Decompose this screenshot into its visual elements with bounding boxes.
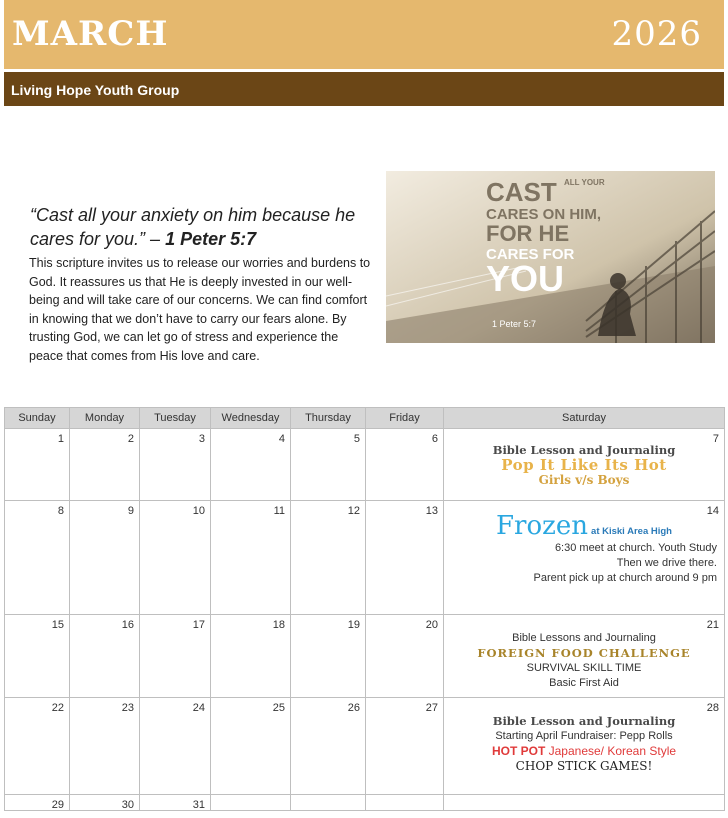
event-theme: Pop It Like Its Hot [501, 456, 667, 474]
day-cell [211, 795, 291, 811]
month-title: MARCH [12, 14, 169, 54]
day-cell [211, 615, 291, 698]
hero-line-3: FOR HE [486, 221, 570, 246]
day-number: 20 [425, 619, 438, 631]
header-banner [4, 0, 724, 69]
day-number: 23 [121, 702, 134, 714]
event-title: Frozen [496, 511, 588, 541]
day-number: 2 [127, 433, 134, 445]
day-number: 29 [51, 799, 64, 811]
day-cell [140, 429, 211, 501]
day-number: 13 [425, 505, 438, 517]
day-number: 28 [706, 702, 719, 714]
hero-line-5: YOU [486, 258, 565, 299]
weekday-sunday: Sunday [5, 408, 70, 429]
hero-line-1b: ALL YOUR [564, 178, 605, 187]
event-mar-14 [444, 501, 724, 586]
day-cell [5, 501, 70, 615]
day-number: 11 [273, 505, 285, 517]
year-title: 2026 [611, 14, 702, 54]
week-row [5, 615, 725, 698]
day-cell [5, 429, 70, 501]
event-mar-21 [444, 615, 724, 691]
day-number: 17 [192, 619, 205, 631]
day-cell-saturday [444, 501, 725, 615]
event-details [444, 541, 724, 586]
event-mar-28 [444, 698, 724, 774]
event-title: Bible Lessons and Journaling [512, 632, 656, 644]
event-theme-highlight: HOT POT [491, 744, 546, 758]
day-number: 14 [706, 505, 719, 517]
calendar-grid [4, 407, 725, 811]
weekday-header-row [5, 408, 725, 429]
hero-image-art [386, 171, 715, 343]
scripture-quote [30, 203, 380, 251]
event-detail-line: Starting April Fundraiser: Pepp Rolls [495, 730, 673, 742]
day-cell [211, 501, 291, 615]
scripture-paragraph: This scripture invites us to release our worries and burdens to God. It reassures us that He is deeply invested in our well-being and will take care of our concerns. We can find comfort in knowing that we don’t have to carry our fears alone. By trusting God, we can let go of stress and experience the peace that comes from His love and care. [29, 256, 371, 363]
day-cell [70, 429, 140, 501]
day-cell [366, 615, 444, 698]
day-cell-saturday [444, 698, 725, 795]
hero-line-1: CAST [486, 177, 557, 207]
day-number: 4 [278, 433, 285, 445]
weekday-wednesday: Wednesday [211, 408, 291, 429]
day-cell-saturday [444, 795, 725, 811]
day-number: 12 [347, 505, 360, 517]
day-number: 15 [51, 619, 64, 631]
event-detail-line: Parent pick up at church around 9 pm [533, 572, 717, 584]
event-mar-7 [444, 429, 724, 488]
day-number: 10 [192, 505, 205, 517]
day-cell-saturday [444, 429, 725, 501]
day-number: 9 [127, 505, 134, 517]
hero-image [386, 171, 715, 343]
group-name: Living Hope Youth Group [11, 82, 180, 98]
week-row [5, 501, 725, 615]
week-row [5, 429, 725, 501]
event-theme [444, 744, 724, 759]
day-number: 19 [347, 619, 360, 631]
week-row [5, 795, 725, 811]
quote-text: “Cast all your anxiety on him because he cares for you.” – [30, 205, 356, 249]
hero-line-2: CARES ON HIM, [486, 206, 602, 223]
day-cell [140, 501, 211, 615]
day-number: 31 [192, 799, 205, 811]
day-cell [140, 795, 211, 811]
day-cell [366, 429, 444, 501]
day-cell [70, 615, 140, 698]
day-number: 3 [198, 433, 205, 445]
event-detail-line: Then we drive there. [616, 557, 717, 569]
hero-line-4: CARES FOR [486, 246, 575, 263]
day-number: 5 [353, 433, 360, 445]
quote-reference: 1 Peter 5:7 [165, 229, 257, 249]
day-cell [366, 795, 444, 811]
event-detail-line: SURVIVAL SKILL TIME [526, 662, 642, 674]
weekday-tuesday: Tuesday [140, 408, 211, 429]
event-detail-line: CHOP STICK GAMES! [515, 759, 653, 773]
day-cell [70, 501, 140, 615]
day-number: 7 [712, 433, 719, 445]
week-row [5, 698, 725, 795]
day-cell [5, 698, 70, 795]
weekday-saturday: Saturday [444, 408, 725, 429]
day-cell [140, 615, 211, 698]
event-location: at Kiski Area High [591, 526, 672, 537]
day-number: 16 [121, 619, 134, 631]
day-cell [366, 501, 444, 615]
day-cell [291, 698, 366, 795]
day-number: 25 [272, 702, 285, 714]
day-cell [291, 795, 366, 811]
day-cell [211, 429, 291, 501]
day-cell [366, 698, 444, 795]
weekday-friday: Friday [366, 408, 444, 429]
day-cell [211, 698, 291, 795]
day-number: 18 [272, 619, 285, 631]
weekday-monday: Monday [70, 408, 140, 429]
day-cell [5, 615, 70, 698]
day-cell [291, 501, 366, 615]
group-bar [4, 72, 724, 106]
day-number: 26 [347, 702, 360, 714]
day-number: 27 [425, 702, 438, 714]
event-detail-line: 6:30 meet at church. Youth Study [554, 542, 717, 554]
day-cell [291, 615, 366, 698]
event-detail-line: Basic First Aid [549, 677, 619, 689]
event-title: Bible Lesson and Journaling [492, 443, 676, 457]
day-cell [70, 795, 140, 811]
event-theme: FOREIGN FOOD CHALLENGE [477, 646, 691, 660]
day-cell [291, 429, 366, 501]
weekday-thursday: Thursday [291, 408, 366, 429]
day-cell [140, 698, 211, 795]
day-number: 1 [57, 433, 64, 445]
day-number: 8 [57, 505, 64, 517]
day-number: 21 [706, 619, 719, 631]
day-number: 22 [51, 702, 64, 714]
day-cell [70, 698, 140, 795]
event-subtitle: Girls v/s Boys [538, 473, 630, 487]
day-number: 30 [121, 799, 134, 811]
hero-reference: 1 Peter 5:7 [492, 319, 537, 329]
event-title: Bible Lesson and Journaling [492, 714, 676, 728]
day-cell-saturday [444, 615, 725, 698]
event-theme-style: Japanese/ Korean Style [548, 744, 677, 758]
day-number: 24 [192, 702, 205, 714]
day-cell [5, 795, 70, 811]
day-number: 6 [431, 433, 438, 445]
